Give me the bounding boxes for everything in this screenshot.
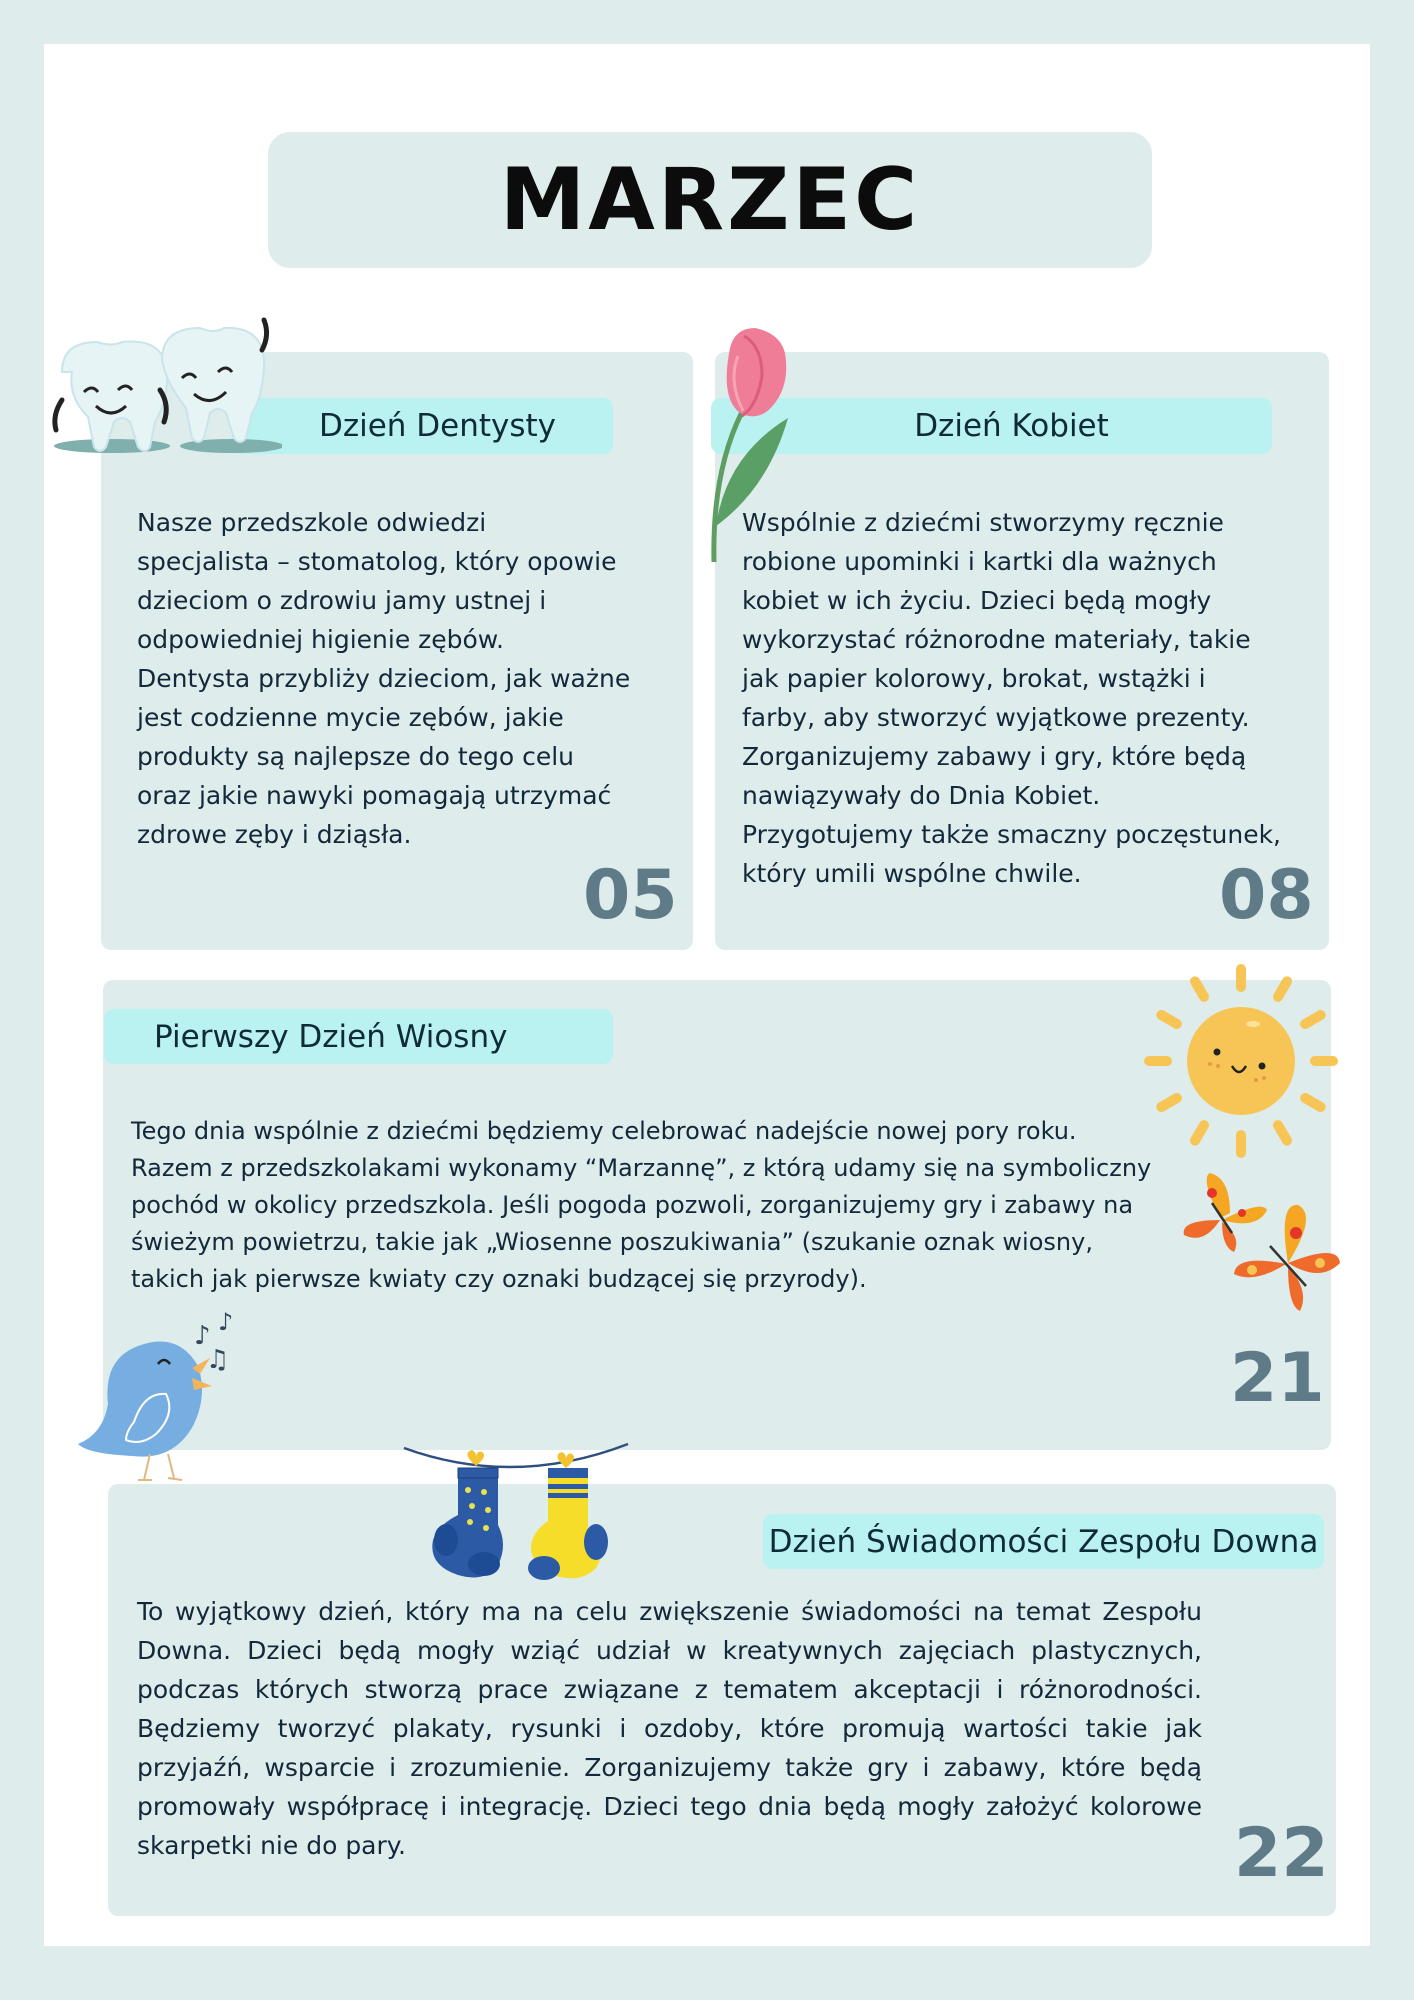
event-heading-text: Pierwszy Dzień Wiosny bbox=[154, 1018, 508, 1055]
month-title-box bbox=[268, 132, 1152, 268]
event-heading-text: Dzień Świadomości Zespołu Downa bbox=[768, 1523, 1319, 1560]
event-day-dentist: 05 bbox=[583, 856, 678, 935]
event-heading-text: Dzień Kobiet bbox=[914, 408, 1109, 444]
singing-bird-icon bbox=[68, 1306, 258, 1486]
svg-text:♫: ♫ bbox=[206, 1345, 230, 1375]
event-heading-dentist bbox=[232, 398, 613, 454]
event-heading-spring bbox=[104, 1009, 613, 1064]
event-day-spring: 21 bbox=[1230, 1339, 1325, 1418]
event-day-down-syndrome: 22 bbox=[1234, 1814, 1329, 1893]
event-day-womens-day: 08 bbox=[1219, 856, 1314, 935]
svg-text:♪: ♪ bbox=[194, 1321, 211, 1351]
teeth-icon bbox=[22, 310, 282, 460]
event-description-dentist: Nasze przedszkole odwiedzi specjalista – stomatolog, który opowie dzieciom o zdrowiu jamy ustnej i odpowiedniej higienie zębów. Dentysta przybliży dzieciom, jak ważne jest codzienne mycie zębów, jakie produkty są najlepsze do tego celu oraz jakie nawyki pomagają utrzymać zdrowe zęby i dziąsła. bbox=[137, 508, 631, 849]
svg-text:♪: ♪ bbox=[218, 1308, 234, 1336]
butterflies-icon bbox=[1182, 1168, 1342, 1318]
event-description-spring: Tego dnia wspólnie z dziećmi będziemy celebrować nadejście nowej pory roku. Razem z przedszkolakami wykonamy “Marzannę”, z którą udamy się na symboliczny pochód w okolicy przedszkola. Jeśli pogoda pozwoli, zorganizujemy gry i zabawy na świeżym powietrzu, takie jak „Wiosenne poszukiwania” (szukanie oznak wiosny, takich jak pierwsze kwiaty czy oznaki budzącej się przyrody). bbox=[131, 1117, 1152, 1293]
sun-icon bbox=[1138, 958, 1344, 1164]
event-description-down-syndrome: To wyjątkowy dzień, który ma na celu zwiększenie świadomości na temat Zespołu Downa. Dzieci będą mogły wziąć udział w kreatywnych zajęciach plastycznych, podczas których stworzą prace związane z tematem akceptacji i różnorodności. Będziemy tworzyć plakaty, rysunki i ozdoby, które promują wartości takie jak przyjaźń, wsparcie i zrozumienie. Zorganizujemy także gry i zabawy, które będą promowały współpracę i integrację. Dzieci tego dnia będą mogły założyć kolorowe skarpetki nie do pary. bbox=[137, 1597, 1202, 1860]
event-heading-text: Dzień Dentysty bbox=[318, 408, 557, 444]
event-description-womens-day: Wspólnie z dziećmi stworzymy ręcznie robione upominki i kartki dla ważnych kobiet w ich życiu. Dzieci będą mogły wykorzystać różnorodne materiały, takie jak papier kolorowy, brokat, wstążki i farby, aby stworzyć wyjątkowe prezenty. Zorganizujemy zabawy i gry, które będą nawiązywały do Dnia Kobiet. Przygotujemy także smaczny poczęstunek, który umili wspólne chwile. bbox=[742, 508, 1282, 888]
event-heading-down-syndrome bbox=[763, 1514, 1324, 1569]
socks-icon bbox=[400, 1440, 636, 1590]
month-title: MARZEC bbox=[499, 150, 921, 250]
